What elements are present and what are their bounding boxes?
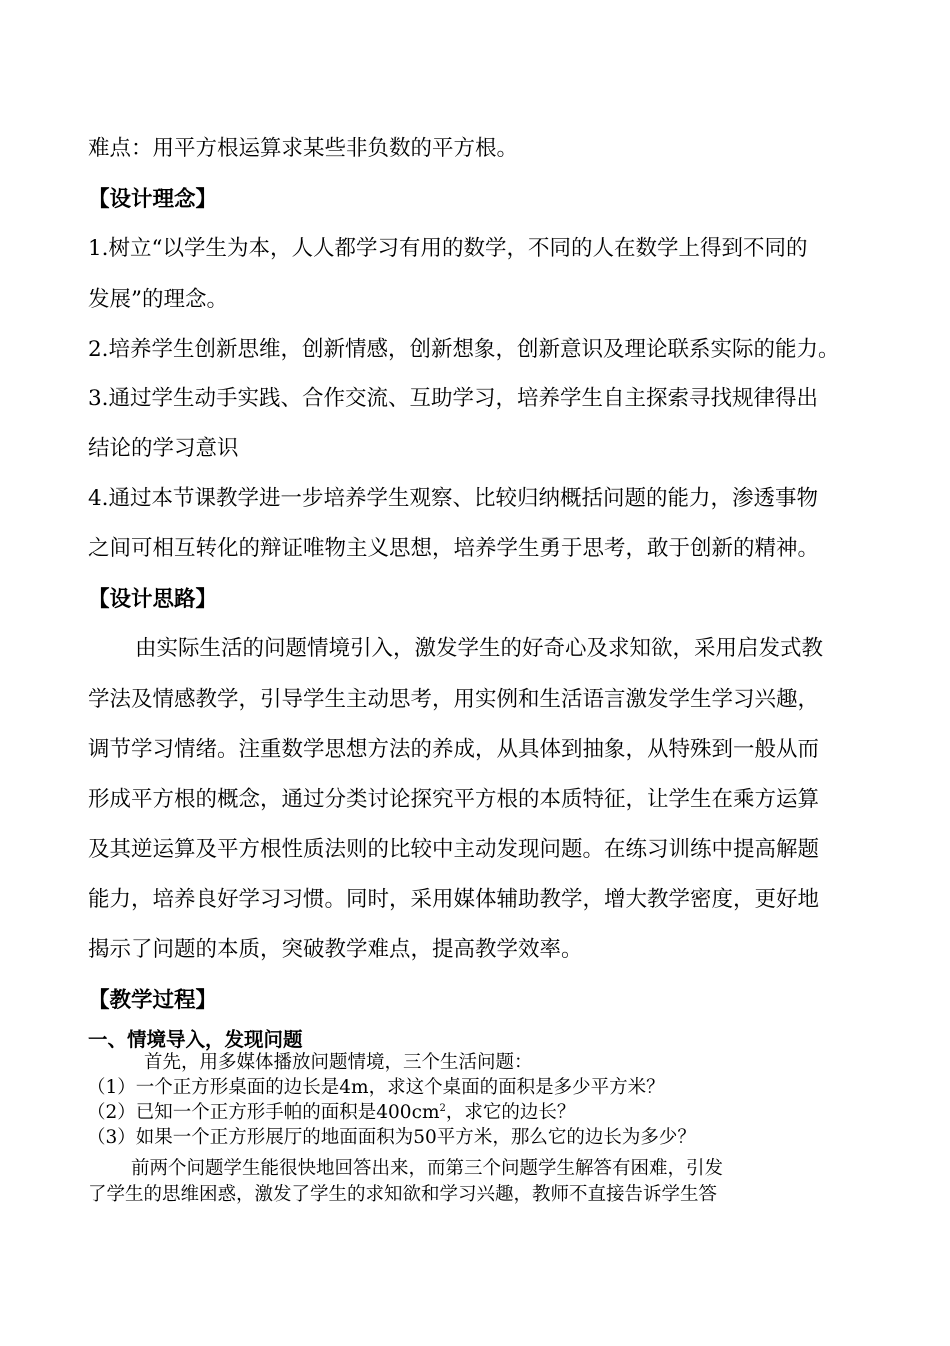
- design-concept-item-3: 3.通过学生动手实践、合作交流、互助学习，培养学生自主探索寻找规律得出: [88, 386, 819, 411]
- design-concept-item-3-cont: 结论的学习意识: [88, 436, 239, 461]
- design-concept-item-4-cont: 之间可相互转化的辩证唯物主义思想，培养学生勇于思考，敢于创新的精神。: [88, 536, 820, 561]
- question-2: [87, 1101, 575, 1125]
- design-concept-item-1: 1.树立“以学生为本，人人都学习有用的数学，不同的人在数学上得到不同的: [88, 236, 808, 261]
- design-idea-line: 调节学习情绪。注重数学思想方法的养成，从具体到抽象，从特殊到一般从而: [88, 737, 820, 762]
- intro-line: 首先，用多媒体播放问题情境，三个生活问题：: [144, 1052, 533, 1073]
- design-concept-item-2: 2.培养学生创新思维，创新情感，创新想象，创新意识及理论联系实际的能力。: [88, 337, 840, 362]
- question-1: （1）一个正方形桌面的边长是4m，求这个桌面的面积是多少平方米？: [87, 1077, 665, 1098]
- design-concept-item-1-cont: 发展”的理念。: [88, 287, 228, 312]
- superscript-2: 2: [439, 1102, 446, 1114]
- design-concept-item-4: 4.通过本节课教学进一步培养学生观察、比较归纳概括问题的能力，渗透事物: [88, 486, 819, 511]
- paragraph-line: 了学生的思维困惑，激发了学生的求知欲和学习兴趣，教师不直接告诉学生答: [88, 1184, 718, 1205]
- design-idea-line: 学法及情感教学，引导学生主动思考，用实例和生活语言激发学生学习兴趣，: [88, 687, 820, 712]
- question-2-text: （2）已知一个正方形手帕的面积是400cm: [87, 1102, 440, 1123]
- question-3: （3）如果一个正方形展厅的地面面积为50平方米，那么它的边长为多少？: [87, 1127, 696, 1148]
- design-idea-line: 及其逆运算及平方根性质法则的比较中主动发现问题。在练习训练中提高解题: [88, 837, 820, 862]
- question-2-text-end: ，求它的边长？: [445, 1102, 576, 1123]
- design-idea-line: 由实际生活的问题情境引入，激发学生的好奇心及求知欲，采用启发式教: [135, 636, 824, 661]
- teaching-process-heading: 【教学过程】: [88, 988, 218, 1013]
- design-idea-line: 能力，培养良好学习习惯。同时，采用媒体辅助教学，增大教学密度，更好地: [88, 887, 820, 912]
- difficulty-line: 难点：用平方根运算求某些非负数的平方根。: [88, 136, 519, 161]
- design-idea-heading: 【设计思路】: [88, 587, 218, 612]
- paragraph-line: 前两个问题学生能很快地回答出来，而第三个问题学生解答有困难，引发: [131, 1158, 724, 1179]
- section-1-title: 一、情境导入，发现问题: [88, 1028, 303, 1051]
- design-idea-line: 形成平方根的概念，通过分类讨论探究平方根的本质特征，让学生在乘方运算: [88, 787, 820, 812]
- design-idea-line: 揭示了问题的本质，突破教学难点，提高教学效率。: [88, 937, 583, 962]
- design-concept-heading: 【设计理念】: [88, 187, 218, 212]
